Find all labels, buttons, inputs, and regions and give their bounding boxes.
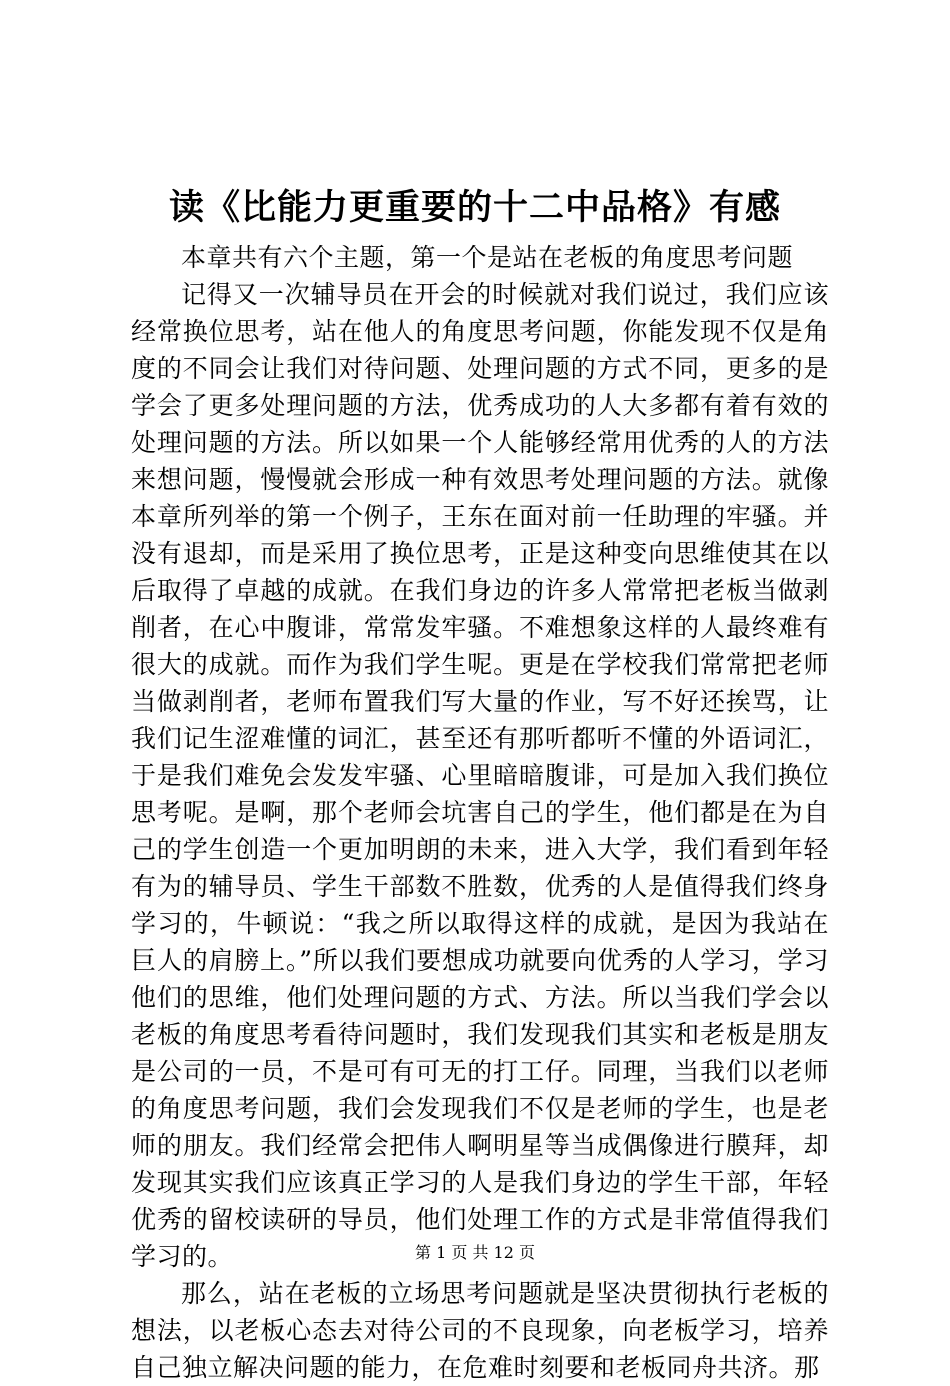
paragraph-continuation: 那么，站在老板的立场思考问题就是坚决贯彻执行老板的想法，以老板心态去对待公司的不良现象，向老板学习，培养自己独立解决问题的能力，在危难时刻要和老板同舟共济。那 (131, 1279, 829, 1382)
page-footer: 第 1 页 共 12 页 (415, 1243, 535, 1262)
paragraph-intro: 本章共有六个主题，第一个是站在老板的角度思考问题 (181, 243, 794, 272)
document-title: 读《比能力更重要的十二中品格》有感 (168, 187, 781, 228)
document-body (131, 239, 829, 1386)
paragraph-main: 记得又一次辅导员在开会的时候就对我们说过，我们应该经常换位思考，站在他人的角度思考问题，你能发现不仅是角度的不同会让我们对待问题、处理问题的方式不同，更多的是学会了更多处理问题的方法，优秀成功的人大多都有着有效的处理问题的方法。所以如果一个人能够经常用优秀的人的方法来想问题，慢慢就会形成一种有效思考处理问题的方法。就像本章所列举的第一个例子，王东在面对前一任助理的牢骚。并没有退却，而是采用了换位思考，正是这种变向思维使其在以后取得了卓越的成就。在我们身边的许多人常常把老板当做剥削者，在心中腹诽，常常发牢骚。不难想象这样的人最终难有很大的成就。而作为我们学生呢。更是在学校我们常常把老师当做剥削者，老师布置我们写大量的作业，写不好还挨骂，让我们记生涩难懂的词汇，甚至还有那听都听不懂的外语词汇，于是我们难免会发发牢骚、心里暗暗腹诽，可是加入我们换位思考呢。是啊，那个老师会坑害自己的学生，他们都是在为自己的学生创造一个更加明朗的未来，进入大学，我们看到年轻有为的辅导员、学生干部数不胜数，优秀的人是值得我们终身学习的，牛顿说：“我之所以取得这样的成就，是因为我站在巨人的肩膀上。”所以我们要想成功就要向优秀的人学习，学习他们的思维，他们处理问题的方式、方法。所以当我们学会以老板的角度思考看待问题时，我们发现我们其实和老板是朋友是公司的一员，不是可有可无的打工仔。同理，当我们以老师的角度思考问题，我们会发现我们不仅是老师的学生，也是老师的朋友。我们经常会把伟人啊明星等当成偶像进行膜拜，却发现其实我们应该真正学习的人是我们身边的学生干部，年轻优秀的留校读研的导员，他们处理工作的方式是非常值得我们学习的。 (131, 280, 829, 1271)
